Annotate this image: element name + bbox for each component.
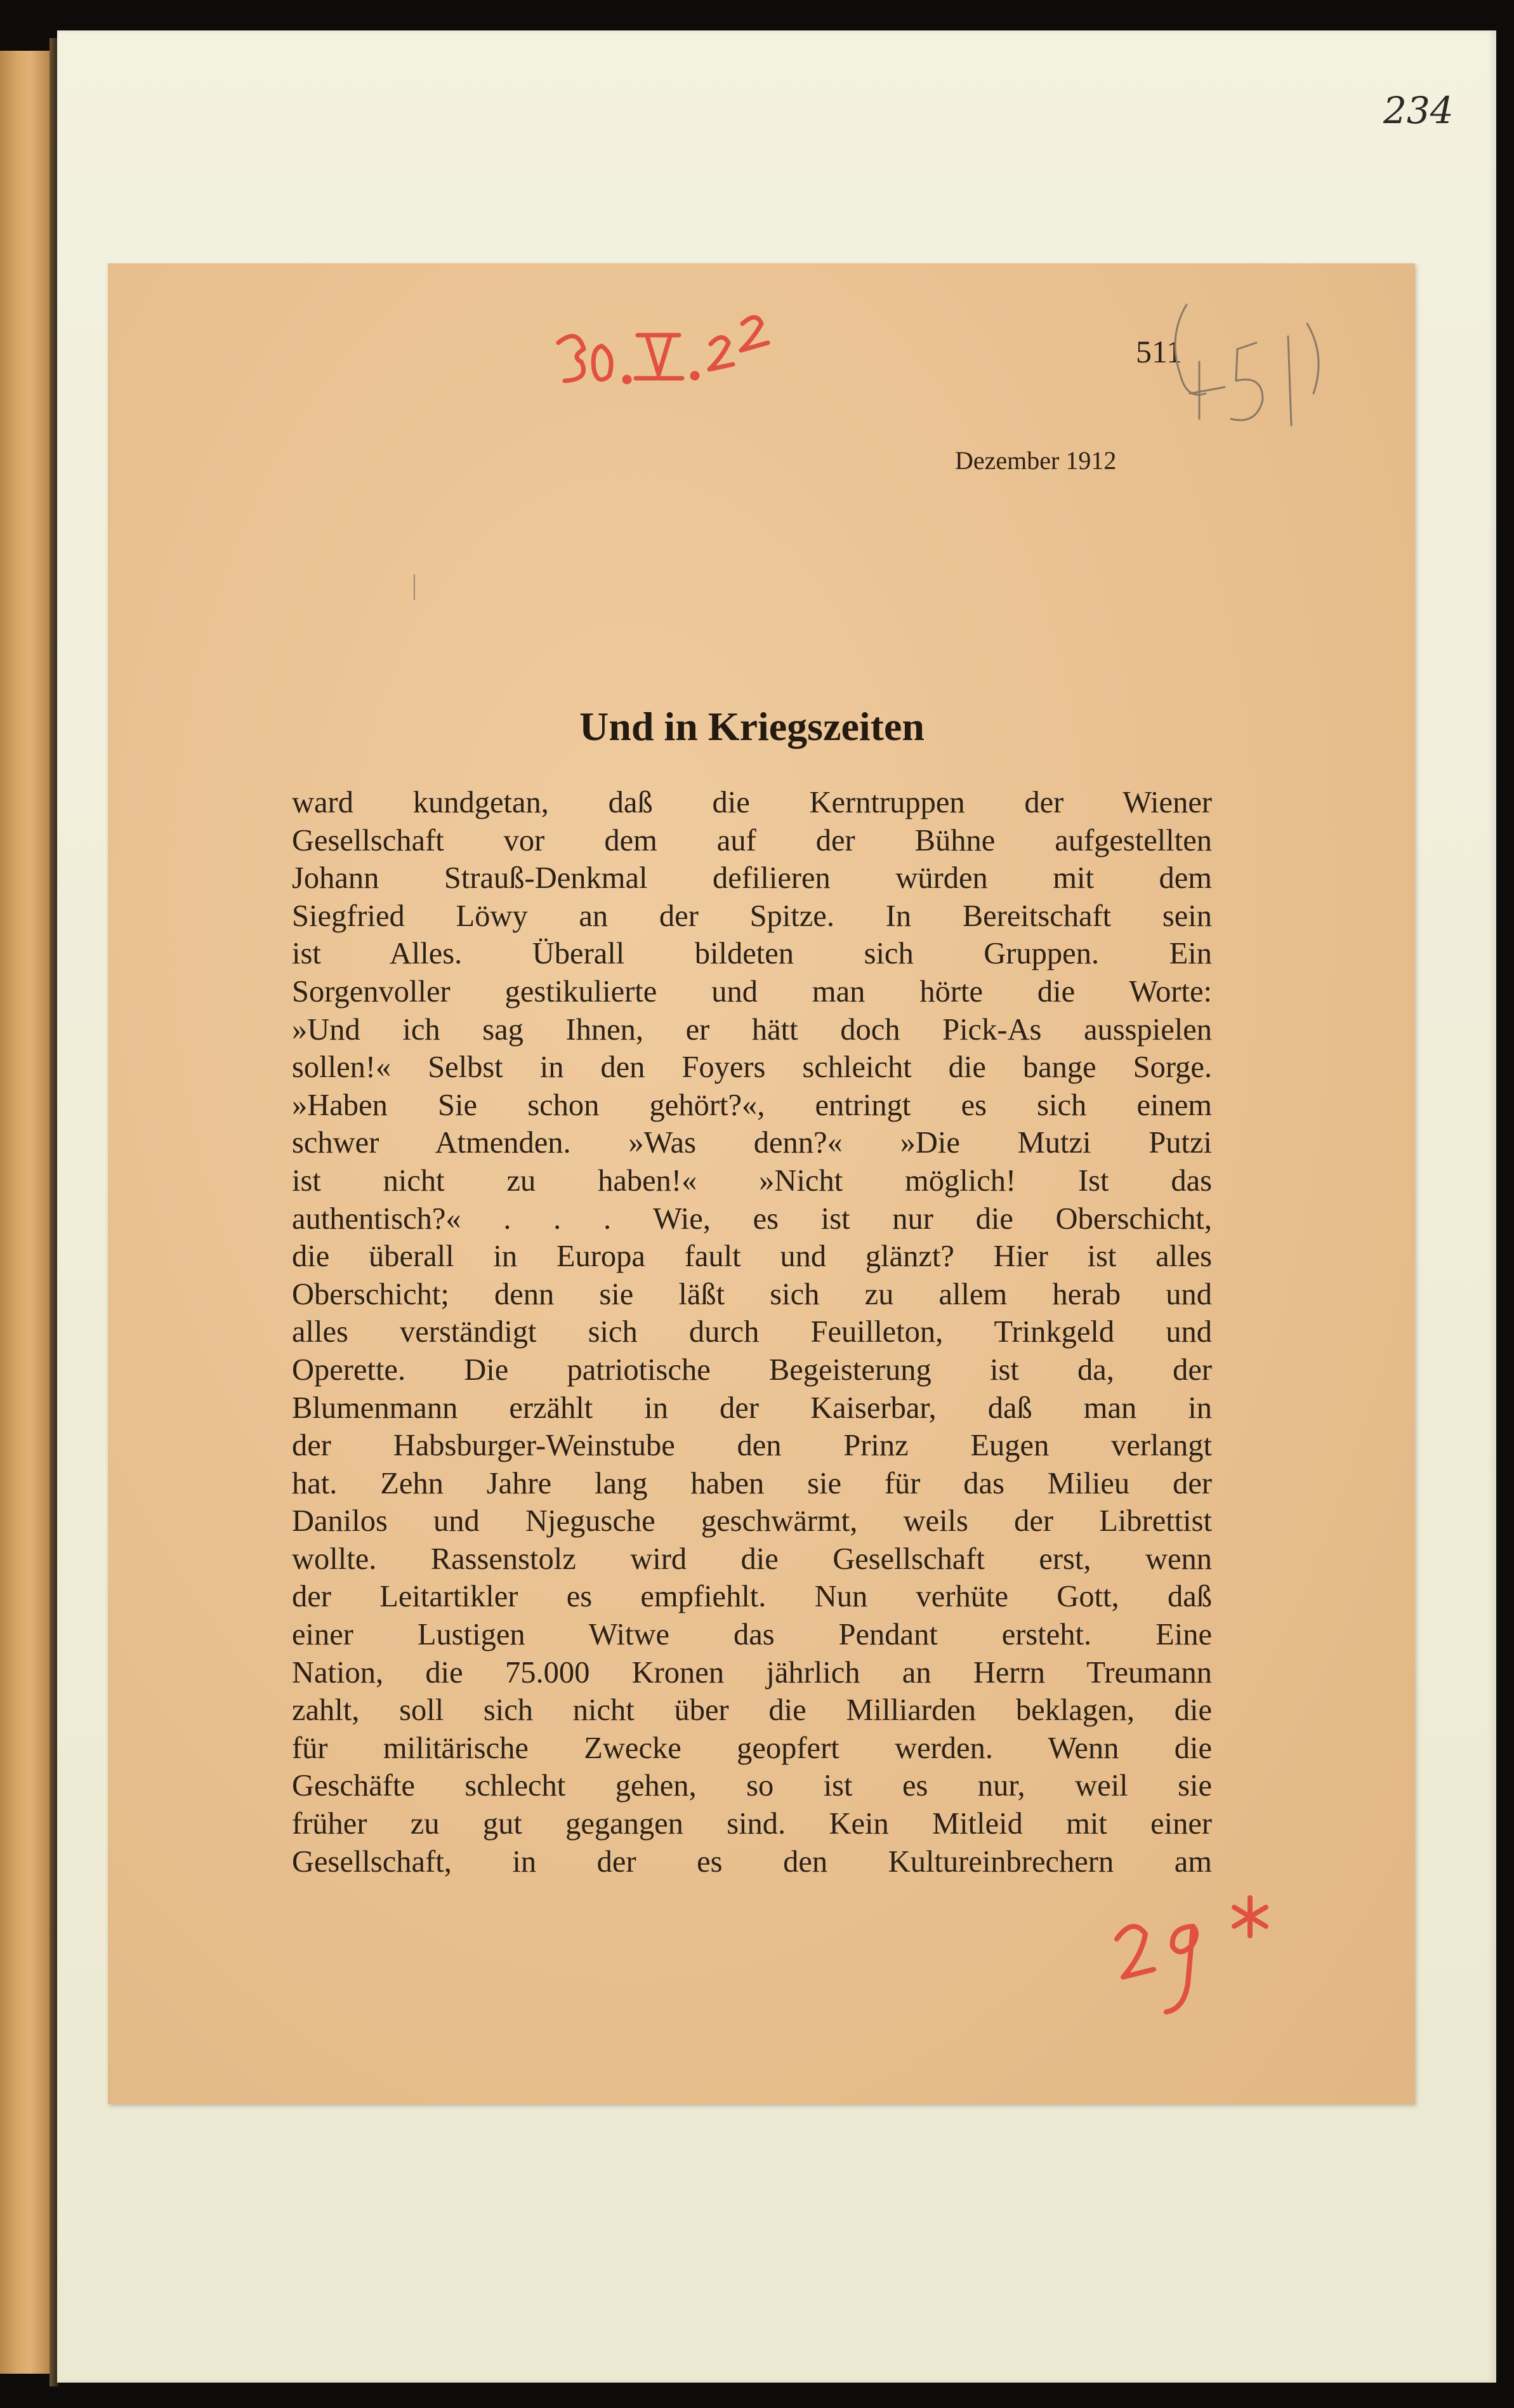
text-line: »Haben Sie schon gehört?«, entringt es sich einem <box>292 1088 1212 1122</box>
text-line: Oberschicht; denn sie läßt sich zu allem herab und <box>292 1277 1212 1311</box>
stray-mark <box>412 574 416 600</box>
text-line: Siegfried Löwy an der Spitze. In Bereitschaft sein <box>292 899 1212 933</box>
text-line: sollen!« Selbst in den Foyers schleicht die bange Sorge. <box>292 1050 1212 1085</box>
text-line: hat. Zehn Jahre lang haben sie für das Milieu der <box>292 1466 1212 1500</box>
text-line: Gesellschaft vor dem auf der Bühne aufgestellten <box>292 823 1212 857</box>
text-line: der Leitartikler es empfiehlt. Nun verhüte Gott, daß <box>292 1580 1212 1614</box>
text-line: ward kundgetan, daß die Kerntruppen der Wiener <box>292 786 1212 819</box>
text-line: Gesellschaft, in der es den Kultureinbrechern am <box>292 1844 1212 1879</box>
article-body <box>292 784 1212 1881</box>
text-line: ist nicht zu haben!« »Nicht möglich! Ist das <box>292 1163 1212 1198</box>
issue-date: Dezember 1912 <box>955 446 1117 475</box>
handwritten-date <box>552 298 850 413</box>
text-line: für militärische Zwecke geopfert werden. Wenn die <box>292 1731 1212 1765</box>
text-line: zahlt, soll sich nicht über die Milliarden beklagen, die <box>292 1693 1212 1728</box>
text-line: die überall in Europa fault und glänzt? Hier ist alles <box>292 1240 1212 1274</box>
text-line: schwer Atmenden. »Was denn?« »Die Mutzi Putzi <box>292 1126 1212 1160</box>
text-line: einer Lustigen Witwe das Pendant ersteht. Eine <box>292 1618 1212 1652</box>
page-number: 511 <box>1136 334 1183 369</box>
text-line: früher zu gut gegangen sind. Kein Mitleid mit einer <box>292 1807 1212 1841</box>
handwritten-number <box>1104 1888 1294 2021</box>
text-line: wollte. Rassenstolz wird die Gesellschaft erst, wenn <box>292 1542 1212 1576</box>
text-line: ist Alles. Überall bildeten sich Gruppen. Ein <box>292 937 1212 971</box>
text-line: »Und ich sag Ihnen, er hätt doch Pick-As ausspielen <box>292 1012 1212 1047</box>
text-line: authentisch?« . . . Wie, es ist nur die Oberschicht, <box>292 1201 1212 1236</box>
book-binding <box>0 51 51 2374</box>
text-line: Sorgenvoller gestikulierte und man hörte die Worte: <box>292 974 1212 1009</box>
text-line: der Habsburger-Weinstube den Prinz Eugen verlangt <box>292 1429 1212 1463</box>
text-line: Blumenmann erzählt in der Kaiserbar, daß man in <box>292 1391 1212 1425</box>
pencil-annotation <box>1161 298 1333 451</box>
text-line: Nation, die 75.000 Kronen jährlich an Herrn Treumann <box>292 1655 1212 1690</box>
text-line: alles verständigt sich durch Feuilleton, Trinkgeld und <box>292 1315 1212 1349</box>
text-line: Geschäfte schlecht gehen, so ist es nur, weil sie <box>292 1769 1212 1803</box>
article-title: Und in Kriegszeiten <box>579 704 925 749</box>
folio-number: 234 <box>1383 89 1454 132</box>
text-line: Operette. Die patriotische Begeisterung ist da, der <box>292 1353 1212 1387</box>
text-line: Johann Strauß-Denkmal defilieren würden mit dem <box>292 861 1212 896</box>
text-line: Danilos und Njegusche geschwärmt, weils der Librettist <box>292 1504 1212 1538</box>
